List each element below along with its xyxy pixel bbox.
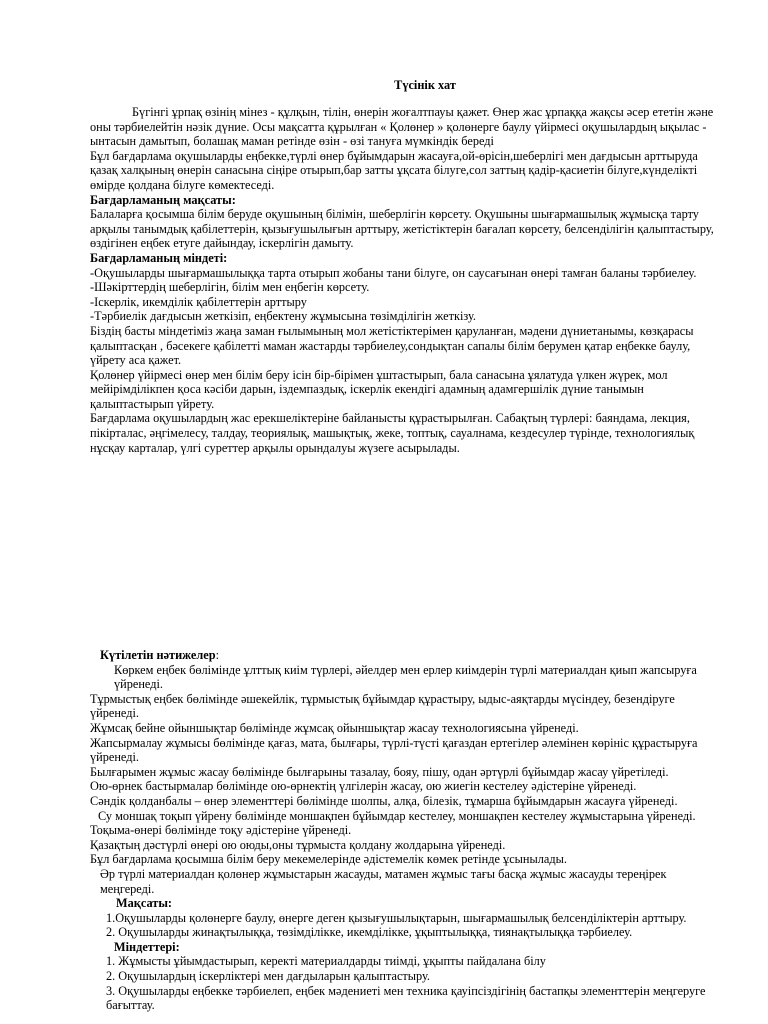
task-item: -Оқушыларды шығармашылыққа тарта отырып жобаны тани білуге, он саусағынан өнері тамған баланы тәрбиелеу. bbox=[90, 265, 697, 280]
goal-heading: Бағдарламаның мақсаты: bbox=[90, 192, 236, 207]
result-item: Ою-өрнек бастырмалар бөлімінде ою-өрнектің үлгілерін жасау, ою жиегін кестелеу әдістеріне үйренеді. bbox=[90, 779, 637, 794]
aims-heading: Мақсаты: bbox=[116, 896, 173, 911]
result-item: Қазақтың дәстүрлі өнері ою оюды,оны тұрмыста қолдану жолдарына үйренеді. bbox=[90, 837, 506, 852]
goal-text: Балаларға қосымша білім беруде оқушының білімін, шеберлігін көрсету. Оқушыны шығармашылық жұмысқа тарту арқылы танымдық қабілеттерін, қызығушылығын арттыру, жетістіктерін бағалап көрсету, белсенділігін қалыптастыру, өздігінен еңбек етуге дайындау, іскерлігін дамыту. bbox=[90, 207, 714, 251]
page-title: Түсінік хат bbox=[394, 78, 456, 92]
results-heading-line bbox=[90, 648, 715, 663]
result-item: Тоқыма-өнері бөлімінде тоқу әдістеріне үйренеді. bbox=[90, 823, 352, 838]
task-heading: Бағдарламаның міндеті: bbox=[90, 250, 228, 265]
results-section bbox=[90, 648, 715, 1013]
result-item: Көркем еңбек бөлімінде ұлттық киім түрлері, әйелдер мен ерлер киімдерін түрлі материалдан қиып жапсыруға үйренеді. bbox=[114, 662, 697, 692]
task-item: -Іскерлік, икемділік қабілеттерін арттыру bbox=[90, 294, 307, 309]
task-item: -Тәрбиелік дағдысын жеткізіп, еңбектену жұмысына төзімділігін жеткізу. bbox=[90, 309, 476, 324]
intro-section bbox=[90, 105, 715, 455]
result-item: Су моншақ тоқып үйрену бөлімінде моншақпен бұйымдар кестелеу, моншақпен кестелеу жұмыстарына үйренеді. bbox=[98, 808, 696, 823]
result-item: Былғарымен жұмыс жасау бөлімінде былғарыны тазалау, бояу, пішу, одан әртүрлі бұйымдар жасау үйретіледі. bbox=[90, 764, 669, 779]
result-item: Жапсырмалау жұмысы бөлімінде қағаз, мата, былғары, түрлі-түсті қағаздан ертегілер әлемінен көрініс құрастыруға үйренеді. bbox=[90, 735, 698, 765]
result-item: Әр түрлі материалдан қолөнер жұмыстарын жасауды, матамен жұмыс тағы басқа жұмыс жасауды тереңірек меңгереді. bbox=[100, 866, 667, 896]
intro-paragraph-2: Бұл бағдарлама оқушыларды еңбекке,түрлі өнер бұйымдарын жасауға,ой-өрісін,шеберлігі мен дағдысын арттыруда қазақ халқының өнерін санасына сіңіре отырып,бар затты ұқсата білуге,сол заттың қадір-қасиетін білуге,күнделікті өмірде қолдана білуге көмектеседі. bbox=[90, 148, 698, 192]
aim-item: 2. Оқушыларды жинақтылыққа, төзімділікке, икемділікке, ұқыптылыққа, тиянақтылыққа тәрбиелеу. bbox=[106, 925, 633, 940]
duty-item: 3. Оқушыларды еңбекке тәрбиелеп, еңбек мәдениеті мен техника қауіпсіздігінің бастапқы элементтерін меңгеруге бағыттау. bbox=[106, 983, 706, 1013]
aim-item: 1.Оқушыларды қолөнерге баулу, өнерге деген қызығушылықтарын, шығармашылық белсенділіктерін арттыру. bbox=[106, 910, 687, 925]
result-item: Тұрмыстық еңбек бөлімінде әшекейлік, тұрмыстық бұйымдар құрастыру, ыдыс-аяқтарды мүсіндеу, безендіруге үйренеді. bbox=[90, 691, 675, 721]
duty-item: 2. Оқушылардың іскерліктері мен дағдыларын қалыптастыру. bbox=[106, 969, 431, 984]
result-item: Жұмсақ бейне ойыншықтар бөлімінде жұмсақ ойыншықтар жасау технологиясына үйренеді. bbox=[90, 720, 579, 735]
results-heading: Күтілетін нәтижелер bbox=[100, 648, 216, 662]
intro-paragraph-1: Бүгінгі ұрпақ өзінің мінез - құлқын, тілін, өнерін жоғалтпауы қажет. Өнер жас ұрпаққа жақсы әсер ететін және оны тәрбиелейтін нәзік дүние. Осы мақсатта құрылған « Қолөнер » қолөнерге баулу үйірмесі оқушылардың ықылас - ынтасын дамытып, болашақ маман ретінде өзін - өзі тануға мүмкіндік береді bbox=[90, 105, 714, 149]
task-item: -Шәкірттердің шеберлігін, білім мен еңбегін көрсету. bbox=[90, 280, 370, 295]
result-item: Сәндік қолданбалы – өнер элементтері бөлімінде шолпы, алқа, білезік, тұмарша бұйымдарын жасауға үйренеді. bbox=[90, 793, 678, 808]
results-heading-colon: : bbox=[215, 648, 219, 662]
body-paragraph: Бағдарлама оқушылардың жас ерекшеліктеріне байланысты құрастырылған. Сабақтың түрлері: баяндама, лекция, пікірталас, әңгімелесу, талдау, теориялық, машықтық, жеке, топтық, сауалнама, кездесулер түрінде, технологиялық нұсқау карталар, үлгі суреттер арқылы орындалуы жүзеге асырылады. bbox=[90, 411, 695, 455]
body-paragraph: Біздің басты міндетіміз жаңа заман ғылымының мол жетістіктерімен қаруланған, мәдени дүниетанымы, көзқарасы қалыптасқан , бәсекеге қабілетті маман жастарды тәрбиелеу,сондықтан сапалы білім берумен қатар еңбекке баулу, үйрету аса қажет. bbox=[90, 323, 694, 368]
result-item: Бұл бағдарлама қосымша білім беру мекемелерінде әдістемелік көмек ретінде ұсынылады. bbox=[90, 852, 567, 867]
duties-heading: Міндеттері: bbox=[114, 939, 180, 954]
duty-item: 1. Жұмысты ұйымдастырып, керекті материалдарды тиімді, ұқыпты пайдалана білу bbox=[106, 954, 546, 969]
body-paragraph: Қолөнер үйірмесі өнер мен білім беру ісін бір-бірімен ұштастырып, бала санасына ұялатуда үлкен жүрек, мол мейірімділікпен қоса кәсіби дарын, іздемпаздық, іскерлік екендігі адамның адамгершілік дүние танымын қалыптастырып үйрету. bbox=[90, 367, 668, 411]
